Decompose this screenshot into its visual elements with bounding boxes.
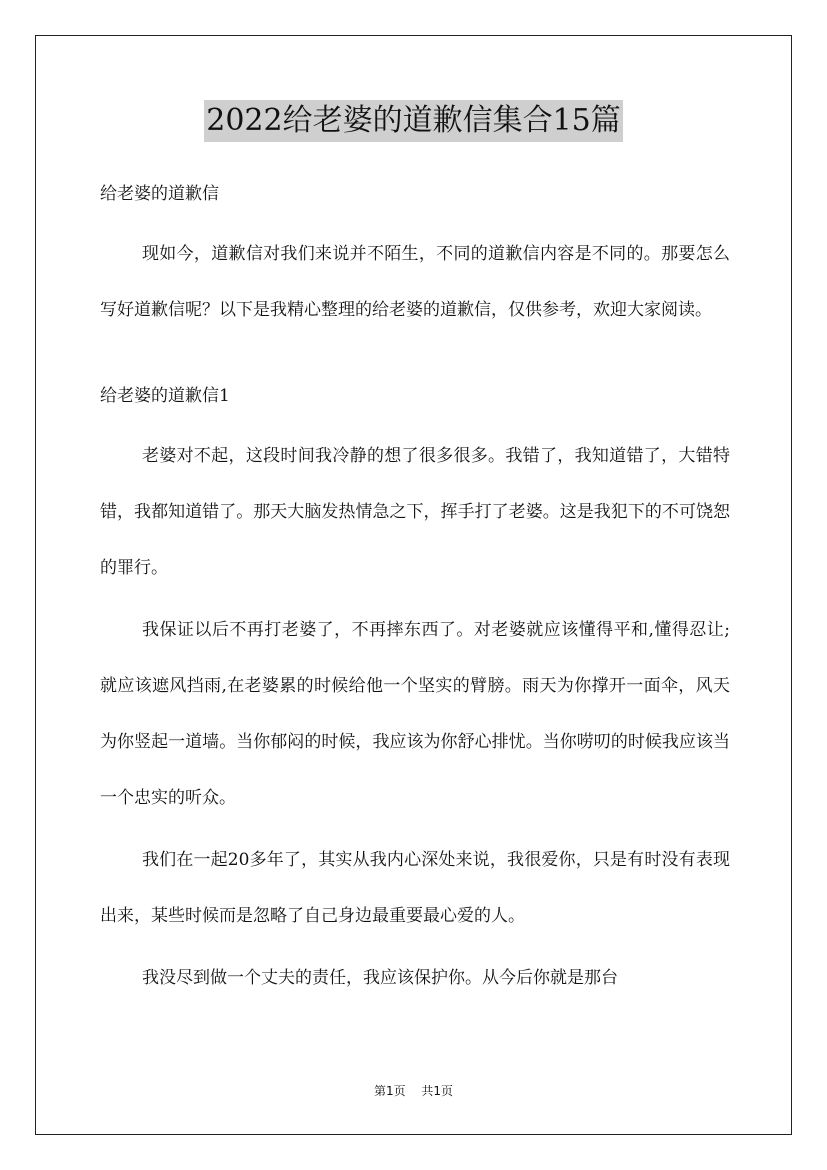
title-wrap — [0, 100, 827, 142]
document-title: 2022给老婆的道歉信集合15篇 — [204, 100, 623, 142]
paragraph: 我没尽到做一个丈夫的责任，我应该保护你。从今后你就是那台 — [142, 968, 618, 988]
section-heading: 给老婆的道歉信 — [100, 184, 219, 204]
page-total: 共1页 — [421, 1084, 454, 1098]
document-body — [100, 174, 730, 1006]
paragraph: 我们在一起20多年了，其实从我内心深处来说，我很爱你，只是有时没有表现出来，某些时候而是忽略了自己身边最重要最心爱的人。 — [100, 850, 730, 926]
page-footer — [0, 1082, 827, 1099]
page-number: 第1页 — [373, 1084, 406, 1098]
paragraph: 我保证以后不再打老婆了，不再摔东西了。对老婆就应该懂得平和,懂得忍让;就应该遮风挡雨,在老婆累的时候给他一个坚实的臂膀。雨天为你撑开一面伞，风天为你竖起一道墙。当你郁闷的时候，我应该为你舒心排忧。当你唠叨的时候我应该当一个忠实的听众。 — [100, 620, 730, 808]
section-heading: 给老婆的道歉信1 — [100, 386, 230, 406]
spacer — [100, 338, 730, 376]
paragraph: 现如今，道歉信对我们来说并不陌生，不同的道歉信内容是不同的。那要怎么写好道歉信呢？以下是我精心整理的给老婆的道歉信，仅供参考，欢迎大家阅读。 — [100, 244, 730, 320]
paragraph: 老婆对不起，这段时间我冷静的想了很多很多。我错了，我知道错了，大错特错，我都知道错了。那天大脑发热情急之下，挥手打了老婆。这是我犯下的不可饶恕的罪行。 — [100, 446, 730, 578]
